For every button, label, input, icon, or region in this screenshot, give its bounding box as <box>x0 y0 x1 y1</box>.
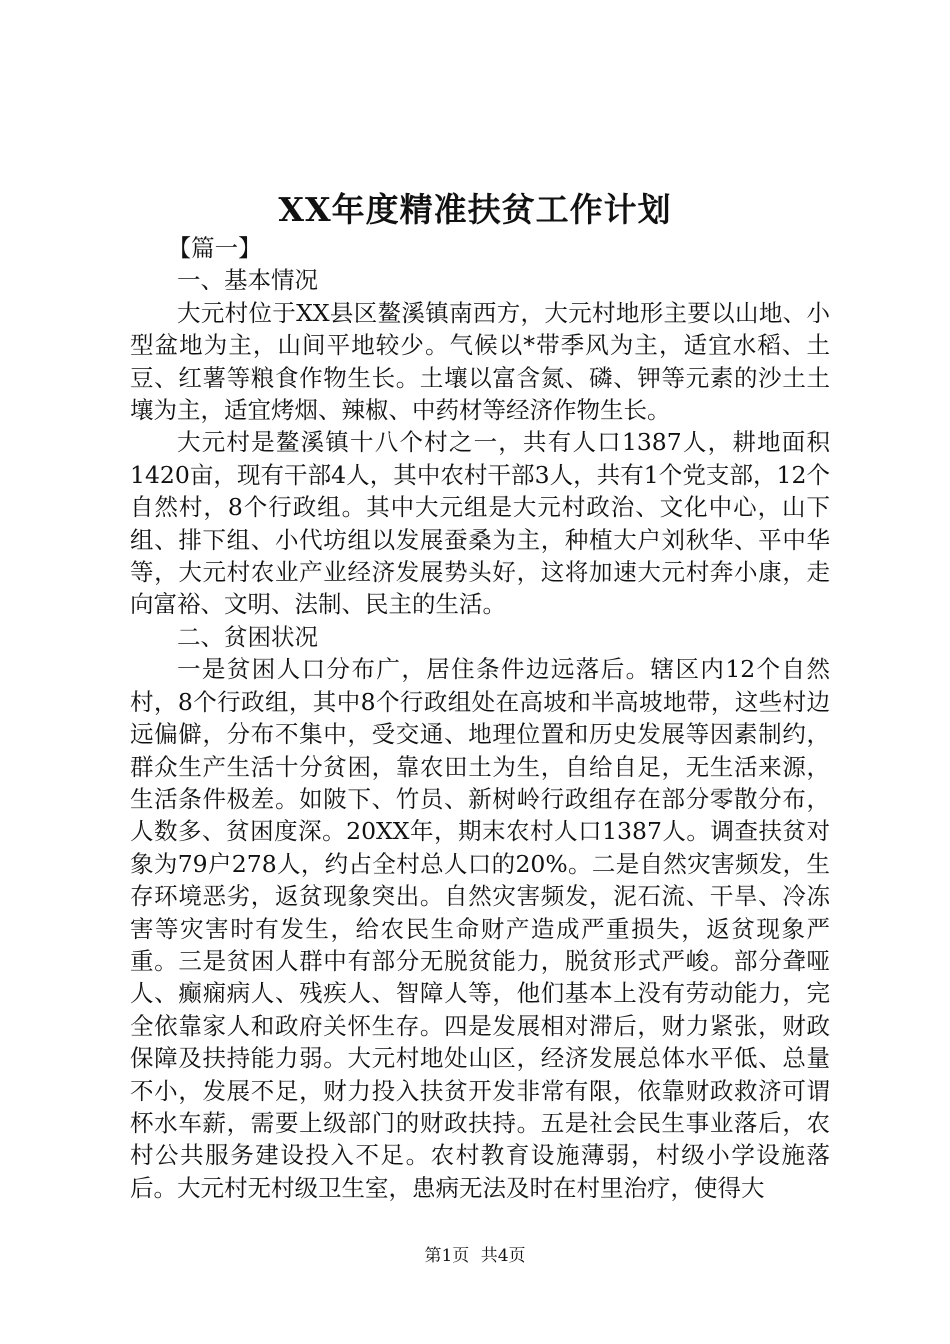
page-total: 共4页 <box>480 1246 526 1266</box>
document-body <box>130 232 830 1204</box>
body-paragraph: 大元村是鳌溪镇十八个村之一，共有人口1387人，耕地面积1420亩，现有干部4人，其中农村干部3人，共有1个党支部，12个自然村，8个行政组。其中大元组是大元村政治、文化中心，山下组、排下组、小代坊组以发展蚕桑为主，种植大户刘秋华、平中华等，大元村农业产业经济发展势头好，这将加速大元村奔小康，走向富裕、文明、法制、民主的生活。 <box>130 428 830 619</box>
document-title: XX年度精准扶贫工作计划 <box>278 190 672 229</box>
body-paragraph: 大元村位于XX县区鳌溪镇南西方，大元村地形主要以山地、小型盆地为主，山间平地较少。气候以*带季风为主，适宜水稻、土豆、红薯等粮食作物生长。土壤以富含氮、磷、钾等元素的沙土土壤为主，适宜烤烟、辣椒、中药材等经济作物生长。 <box>130 298 830 425</box>
section-tag: 【篇一】 <box>167 234 262 262</box>
page-number: 第1页 <box>424 1246 470 1266</box>
section-heading: 一、基本情况 <box>177 266 318 295</box>
section-heading: 二、贫困状况 <box>177 622 318 651</box>
page-footer <box>0 1244 950 1268</box>
body-paragraph: 一是贫困人口分布广，居住条件边远落后。辖区内12个自然村，8个行政组，其中8个行政组处在高坡和半高坡地带，这些村边远偏僻，分布不集中，受交通、地理位置和历史发展等因素制约，群众生产生活十分贫困，靠农田土为生，自给自足，无生活来源，生活条件极差。如陂下、竹员、新树岭行政组存在部分零散分布，人数多、贫困度深。20XX年，期末农村人口1387人。调查扶贫对象为79户278人，约占全村总人口的20%。二是自然灾害频发，生存环境恶劣，返贫现象突出。自然灾害频发，泥石流、干旱、冷冻害等灾害时有发生，给农民生命财产造成严重损失，返贫现象严重。三是贫困人群中有部分无脱贫能力，脱贫形式严峻。部分聋哑人、癫痫病人、残疾人、智障人等，他们基本上没有劳动能力，完全依靠家人和政府关怀生存。四是发展相对滞后，财力紧张，财政保障及扶持能力弱。大元村地处山区，经济发展总体水平低、总量不小，发展不足，财力投入扶贫开发非常有限，依靠财政救济可谓杯水车薪，需要上级部门的财政扶持。五是社会民生事业落后，农村公共服务建设投入不足。农村教育设施薄弱，村级小学设施落后。大元村无村级卫生室，患病无法及时在村里治疗，使得大 <box>130 655 830 1202</box>
